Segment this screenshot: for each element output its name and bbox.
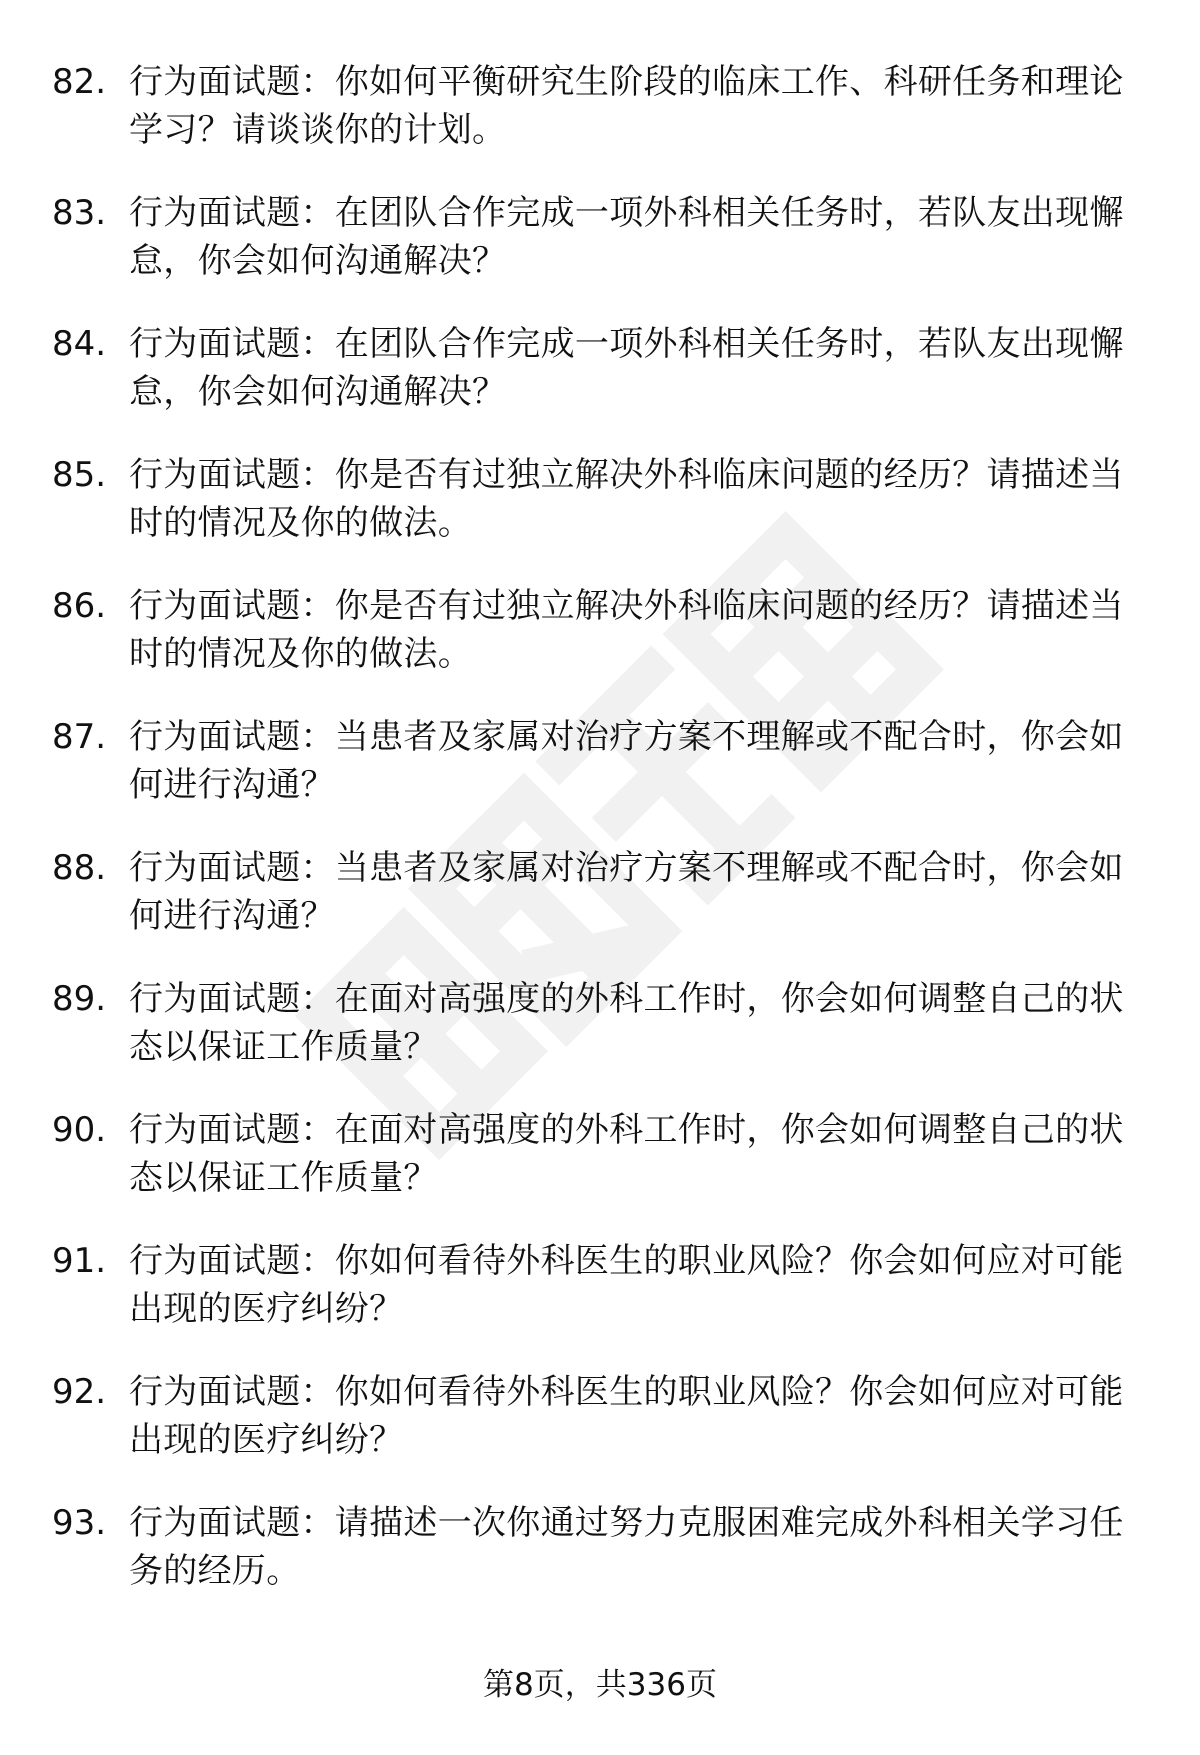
question-number: 82. bbox=[52, 62, 107, 102]
question-list bbox=[52, 58, 1152, 1630]
question-text: 行为面试题：在面对高强度的外科工作时，你会如何调整自己的状态以保证工作质量？ bbox=[129, 1110, 1124, 1198]
question-text: 行为面试题：你如何看待外科医生的职业风险？你会如何应对可能出现的医疗纠纷？ bbox=[129, 1372, 1124, 1460]
question-text: 行为面试题：你是否有过独立解决外科临床问题的经历？请描述当时的情况及你的做法。 bbox=[129, 455, 1124, 543]
question-number: 85. bbox=[52, 455, 107, 495]
question-item-86 bbox=[52, 582, 1152, 713]
question-text: 行为面试题：你如何平衡研究生阶段的临床工作、科研任务和理论学习？请谈谈你的计划。 bbox=[129, 62, 1124, 150]
question-text: 行为面试题：当患者及家属对治疗方案不理解或不配合时，你会如何进行沟通？ bbox=[129, 848, 1124, 936]
question-item-89 bbox=[52, 975, 1152, 1106]
question-item-82 bbox=[52, 58, 1152, 189]
question-number: 88. bbox=[52, 848, 107, 888]
question-item-85 bbox=[52, 451, 1152, 582]
question-item-87 bbox=[52, 713, 1152, 844]
question-item-83 bbox=[52, 189, 1152, 320]
question-number: 84. bbox=[52, 324, 107, 364]
question-text: 行为面试题：在团队合作完成一项外科相关任务时，若队友出现懈怠，你会如何沟通解决？ bbox=[129, 193, 1124, 281]
question-number: 93. bbox=[52, 1503, 107, 1543]
question-item-88 bbox=[52, 844, 1152, 975]
question-number: 87. bbox=[52, 717, 107, 757]
question-item-92 bbox=[52, 1368, 1152, 1499]
page-footer: 第8页，共336页 bbox=[483, 1667, 717, 1703]
question-item-91 bbox=[52, 1237, 1152, 1368]
question-number: 92. bbox=[52, 1372, 107, 1412]
question-number: 86. bbox=[52, 586, 107, 626]
question-number: 83. bbox=[52, 193, 107, 233]
question-text: 行为面试题：你如何看待外科医生的职业风险？你会如何应对可能出现的医疗纠纷？ bbox=[129, 1241, 1124, 1329]
question-text: 行为面试题：在团队合作完成一项外科相关任务时，若队友出现懈怠，你会如何沟通解决？ bbox=[129, 324, 1124, 412]
question-number: 91. bbox=[52, 1241, 107, 1281]
question-text: 行为面试题：你是否有过独立解决外科临床问题的经历？请描述当时的情况及你的做法。 bbox=[129, 586, 1124, 674]
question-number: 89. bbox=[52, 979, 107, 1019]
question-text: 行为面试题：在面对高强度的外科工作时，你会如何调整自己的状态以保证工作质量？ bbox=[129, 979, 1124, 1067]
question-number: 90. bbox=[52, 1110, 107, 1150]
question-item-84 bbox=[52, 320, 1152, 451]
question-item-90 bbox=[52, 1106, 1152, 1237]
question-text: 行为面试题：请描述一次你通过努力克服困难完成外科相关学习任务的经历。 bbox=[129, 1503, 1124, 1591]
question-text: 行为面试题：当患者及家属对治疗方案不理解或不配合时，你会如何进行沟通？ bbox=[129, 717, 1124, 805]
question-item-93 bbox=[52, 1499, 1152, 1630]
